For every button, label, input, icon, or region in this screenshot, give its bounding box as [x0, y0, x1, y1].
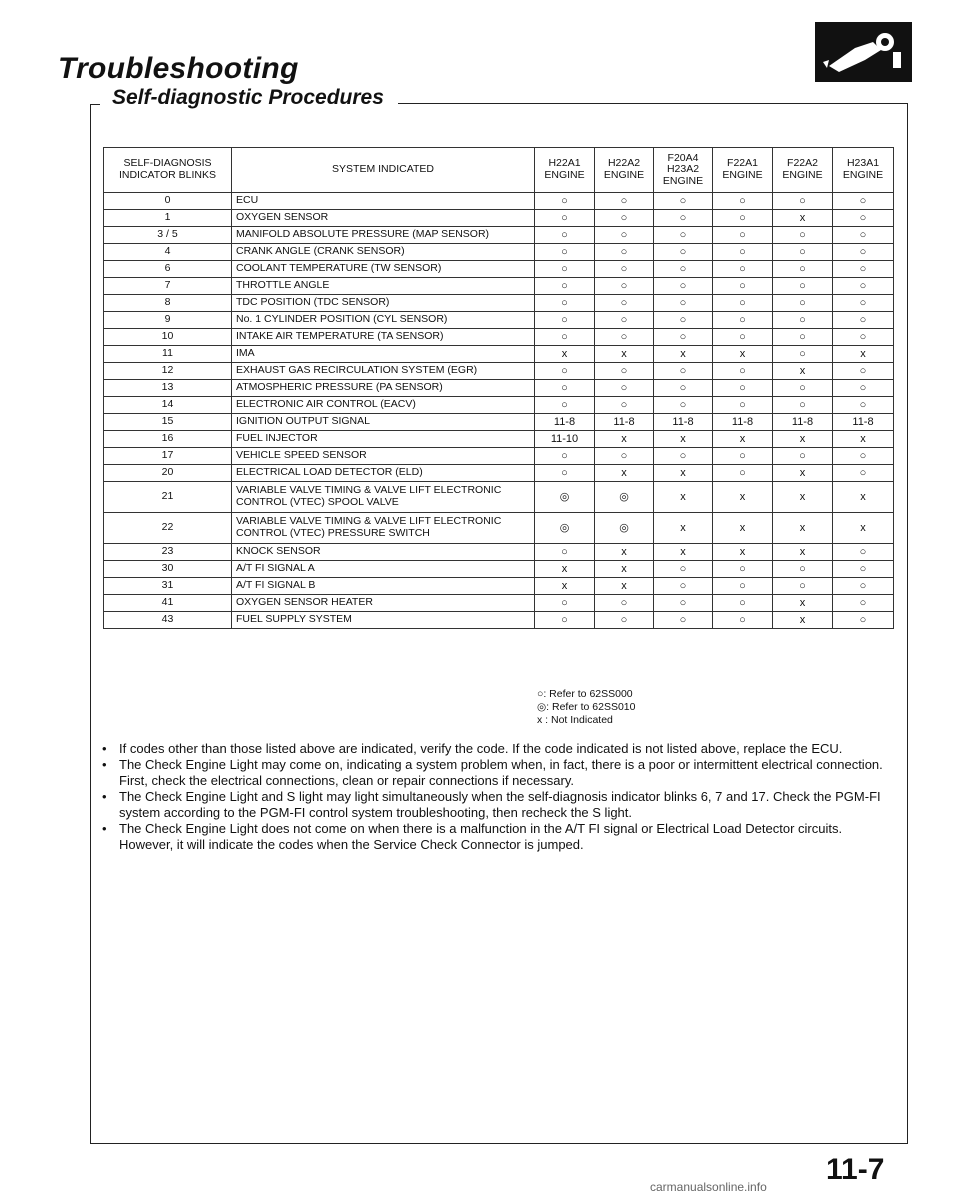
- column-header: F22A1 ENGINE: [713, 148, 773, 193]
- table-row: [104, 595, 894, 612]
- engine-mark-cell: 11-8: [654, 414, 713, 431]
- engine-mark-cell: 11-10: [535, 431, 595, 448]
- system-cell: ELECTRONIC AIR CONTROL (EACV): [232, 397, 535, 414]
- engine-mark-cell: ○: [595, 244, 654, 261]
- section-subtitle: Self-diagnostic Procedures: [112, 86, 384, 109]
- watermark: carmanualsonline.info: [650, 1180, 767, 1194]
- engine-mark-cell: ○: [713, 380, 773, 397]
- legend-item: x : Not Indicated: [537, 714, 613, 726]
- engine-mark-cell: ○: [654, 578, 713, 595]
- engine-mark-cell: ○: [535, 193, 595, 210]
- system-cell: FUEL SUPPLY SYSTEM: [232, 612, 535, 629]
- engine-mark-cell: ○: [595, 380, 654, 397]
- engine-mark-cell: ○: [595, 312, 654, 329]
- table-row: [104, 346, 894, 363]
- system-cell: VEHICLE SPEED SENSOR: [232, 448, 535, 465]
- engine-mark-cell: x: [713, 431, 773, 448]
- engine-mark-cell: x: [595, 561, 654, 578]
- engine-mark-cell: x: [713, 482, 773, 513]
- section-frame-right: [907, 103, 908, 1144]
- engine-mark-cell: x: [833, 431, 894, 448]
- engine-mark-cell: ○: [535, 227, 595, 244]
- table-row: [104, 561, 894, 578]
- blink-code-cell: 9: [104, 312, 232, 329]
- engine-mark-cell: x: [535, 561, 595, 578]
- note-text: If codes other than those listed above are indicated, verify the code. If the code indicated is not listed above, replace the ECU.: [119, 741, 843, 756]
- engine-mark-cell: ○: [595, 612, 654, 629]
- engine-mark-cell: ○: [773, 448, 833, 465]
- table-row: [104, 193, 894, 210]
- system-cell: EXHAUST GAS RECIRCULATION SYSTEM (EGR): [232, 363, 535, 380]
- engine-mark-cell: ○: [833, 578, 894, 595]
- engine-mark-cell: x: [595, 578, 654, 595]
- system-cell: FUEL INJECTOR: [232, 431, 535, 448]
- engine-mark-cell: ○: [773, 561, 833, 578]
- section-frame-top: [398, 103, 908, 104]
- blink-code-cell: 12: [104, 363, 232, 380]
- table-header-row: [104, 148, 894, 193]
- engine-mark-cell: ○: [833, 448, 894, 465]
- blink-code-cell: 1: [104, 210, 232, 227]
- engine-mark-cell: ○: [654, 244, 713, 261]
- system-cell: KNOCK SENSOR: [232, 544, 535, 561]
- blink-code-cell: 17: [104, 448, 232, 465]
- engine-mark-cell: ○: [773, 397, 833, 414]
- engine-mark-cell: ○: [713, 595, 773, 612]
- engine-mark-cell: ○: [654, 595, 713, 612]
- engine-mark-cell: x: [773, 431, 833, 448]
- system-cell: INTAKE AIR TEMPERATURE (TA SENSOR): [232, 329, 535, 346]
- system-cell: ECU: [232, 193, 535, 210]
- blink-code-cell: 30: [104, 561, 232, 578]
- engine-mark-cell: ○: [773, 261, 833, 278]
- engine-mark-cell: ○: [773, 346, 833, 363]
- engine-mark-cell: ○: [595, 448, 654, 465]
- table-row: [104, 513, 894, 544]
- engine-mark-cell: x: [595, 346, 654, 363]
- engine-mark-cell: ○: [773, 578, 833, 595]
- system-cell: IGNITION OUTPUT SIGNAL: [232, 414, 535, 431]
- column-header: H22A1 ENGINE: [535, 148, 595, 193]
- system-cell: OXYGEN SENSOR: [232, 210, 535, 227]
- system-cell: ATMOSPHERIC PRESSURE (PA SENSOR): [232, 380, 535, 397]
- engine-mark-cell: ○: [535, 397, 595, 414]
- engine-mark-cell: ○: [654, 380, 713, 397]
- engine-mark-cell: ○: [535, 544, 595, 561]
- blink-code-cell: 20: [104, 465, 232, 482]
- engine-mark-cell: ○: [713, 227, 773, 244]
- engine-mark-cell: ○: [833, 193, 894, 210]
- engine-mark-cell: x: [535, 346, 595, 363]
- blink-code-cell: 7: [104, 278, 232, 295]
- engine-mark-cell: ○: [713, 397, 773, 414]
- engine-mark-cell: ○: [595, 210, 654, 227]
- engine-mark-cell: ○: [654, 448, 713, 465]
- engine-mark-cell: ○: [713, 578, 773, 595]
- engine-mark-cell: ○: [713, 244, 773, 261]
- engine-mark-cell: ○: [654, 363, 713, 380]
- engine-mark-cell: ○: [535, 612, 595, 629]
- engine-mark-cell: x: [535, 578, 595, 595]
- notes-list: [102, 741, 892, 853]
- engine-mark-cell: ◎: [535, 482, 595, 513]
- table-row: [104, 612, 894, 629]
- column-header: F20A4 H23A2 ENGINE: [654, 148, 713, 193]
- engine-mark-cell: ○: [535, 244, 595, 261]
- engine-mark-cell: ○: [713, 261, 773, 278]
- engine-mark-cell: ◎: [595, 513, 654, 544]
- blink-code-cell: 43: [104, 612, 232, 629]
- legend-item: ○: Refer to 62SS000: [537, 688, 633, 700]
- blink-code-cell: 3 / 5: [104, 227, 232, 244]
- system-cell: COOLANT TEMPERATURE (TW SENSOR): [232, 261, 535, 278]
- engine-mark-cell: ○: [535, 278, 595, 295]
- engine-mark-cell: x: [713, 544, 773, 561]
- engine-mark-cell: ○: [833, 397, 894, 414]
- blink-code-cell: 21: [104, 482, 232, 513]
- bullet-icon: •: [102, 821, 107, 836]
- section-frame-tick: [90, 104, 100, 105]
- engine-mark-cell: ○: [595, 261, 654, 278]
- engine-mark-cell: x: [773, 465, 833, 482]
- table-row: [104, 448, 894, 465]
- engine-mark-cell: ○: [773, 227, 833, 244]
- legend-item: ◎: Refer to 62SS010: [537, 701, 636, 713]
- engine-mark-cell: ○: [535, 363, 595, 380]
- engine-mark-cell: ○: [773, 193, 833, 210]
- engine-mark-cell: x: [654, 482, 713, 513]
- table-legend: [537, 688, 635, 727]
- engine-mark-cell: x: [595, 544, 654, 561]
- blink-code-cell: 4: [104, 244, 232, 261]
- note-item: [102, 741, 892, 757]
- table-row: [104, 578, 894, 595]
- table-row: [104, 278, 894, 295]
- engine-mark-cell: ○: [595, 595, 654, 612]
- column-header: SELF-DIAGNOSIS INDICATOR BLINKS: [104, 148, 232, 193]
- engine-mark-cell: x: [773, 595, 833, 612]
- engine-mark-cell: ○: [833, 261, 894, 278]
- table-row: [104, 329, 894, 346]
- system-cell: TDC POSITION (TDC SENSOR): [232, 295, 535, 312]
- engine-mark-cell: ○: [773, 278, 833, 295]
- table-row: [104, 210, 894, 227]
- bullet-icon: •: [102, 789, 107, 804]
- engine-mark-cell: 11-8: [773, 414, 833, 431]
- engine-mark-cell: x: [773, 544, 833, 561]
- column-header: H23A1 ENGINE: [833, 148, 894, 193]
- engine-mark-cell: x: [773, 482, 833, 513]
- table-row: [104, 431, 894, 448]
- section-logo: [815, 22, 912, 82]
- engine-mark-cell: ○: [833, 210, 894, 227]
- engine-mark-cell: x: [833, 482, 894, 513]
- table-row: [104, 414, 894, 431]
- bullet-icon: •: [102, 741, 107, 756]
- system-cell: No. 1 CYLINDER POSITION (CYL SENSOR): [232, 312, 535, 329]
- engine-mark-cell: ○: [595, 397, 654, 414]
- table-row: [104, 482, 894, 513]
- system-cell: THROTTLE ANGLE: [232, 278, 535, 295]
- note-item: [102, 821, 892, 853]
- table-row: [104, 261, 894, 278]
- engine-mark-cell: ○: [595, 363, 654, 380]
- system-cell: A/T FI SIGNAL A: [232, 561, 535, 578]
- engine-mark-cell: x: [773, 612, 833, 629]
- engine-mark-cell: ○: [833, 363, 894, 380]
- blink-code-cell: 13: [104, 380, 232, 397]
- engine-mark-cell: x: [595, 431, 654, 448]
- note-item: [102, 789, 892, 821]
- engine-mark-cell: ○: [654, 561, 713, 578]
- engine-mark-cell: ○: [773, 312, 833, 329]
- engine-mark-cell: ○: [833, 278, 894, 295]
- engine-mark-cell: ○: [654, 295, 713, 312]
- engine-mark-cell: x: [713, 513, 773, 544]
- system-cell: IMA: [232, 346, 535, 363]
- engine-mark-cell: ○: [833, 561, 894, 578]
- system-cell: VARIABLE VALVE TIMING & VALVE LIFT ELECTRONIC CONTROL (VTEC) PRESSURE SWITCH: [232, 513, 535, 544]
- engine-mark-cell: ○: [595, 193, 654, 210]
- engine-mark-cell: ○: [535, 380, 595, 397]
- engine-mark-cell: ○: [833, 465, 894, 482]
- engine-mark-cell: ○: [833, 312, 894, 329]
- engine-mark-cell: ○: [713, 363, 773, 380]
- column-header: H22A2 ENGINE: [595, 148, 654, 193]
- section-frame-left: [90, 104, 91, 1144]
- engine-mark-cell: ○: [713, 612, 773, 629]
- table-row: [104, 465, 894, 482]
- engine-mark-cell: 11-8: [595, 414, 654, 431]
- table-row: [104, 244, 894, 261]
- table-row: [104, 544, 894, 561]
- engine-mark-cell: ○: [535, 261, 595, 278]
- system-cell: OXYGEN SENSOR HEATER: [232, 595, 535, 612]
- table-row: [104, 363, 894, 380]
- engine-mark-cell: x: [773, 513, 833, 544]
- table-row: [104, 295, 894, 312]
- engine-mark-cell: ○: [654, 210, 713, 227]
- engine-mark-cell: x: [595, 465, 654, 482]
- blink-code-cell: 31: [104, 578, 232, 595]
- note-item: [102, 757, 892, 789]
- engine-mark-cell: x: [654, 346, 713, 363]
- engine-mark-cell: ○: [713, 329, 773, 346]
- blink-code-cell: 14: [104, 397, 232, 414]
- page-title: Troubleshooting: [58, 52, 299, 85]
- engine-mark-cell: ○: [833, 595, 894, 612]
- engine-mark-cell: ○: [833, 227, 894, 244]
- engine-mark-cell: ○: [654, 227, 713, 244]
- engine-mark-cell: ○: [654, 278, 713, 295]
- engine-mark-cell: ○: [595, 295, 654, 312]
- engine-mark-cell: ○: [773, 244, 833, 261]
- engine-mark-cell: ○: [535, 295, 595, 312]
- engine-mark-cell: ○: [833, 329, 894, 346]
- blink-code-cell: 23: [104, 544, 232, 561]
- page-number: 11-7: [826, 1153, 885, 1186]
- engine-mark-cell: x: [833, 346, 894, 363]
- engine-mark-cell: ○: [535, 448, 595, 465]
- section-frame-bottom: [90, 1143, 908, 1144]
- engine-mark-cell: ○: [713, 561, 773, 578]
- engine-mark-cell: x: [773, 210, 833, 227]
- bullet-icon: •: [102, 757, 107, 772]
- engine-mark-cell: ○: [833, 612, 894, 629]
- engine-mark-cell: ○: [713, 193, 773, 210]
- blink-code-cell: 11: [104, 346, 232, 363]
- engine-mark-cell: ○: [535, 595, 595, 612]
- engine-mark-cell: ○: [833, 295, 894, 312]
- engine-mark-cell: ○: [713, 448, 773, 465]
- engine-mark-cell: ○: [535, 329, 595, 346]
- engine-mark-cell: ○: [595, 329, 654, 346]
- engine-mark-cell: x: [654, 431, 713, 448]
- column-header: F22A2 ENGINE: [773, 148, 833, 193]
- engine-mark-cell: ○: [833, 380, 894, 397]
- engine-mark-cell: ○: [833, 544, 894, 561]
- engine-mark-cell: ○: [654, 312, 713, 329]
- table-row: [104, 397, 894, 414]
- table-row: [104, 312, 894, 329]
- engine-mark-cell: ○: [654, 329, 713, 346]
- engine-tool-icon: [815, 22, 912, 82]
- engine-mark-cell: ○: [833, 244, 894, 261]
- engine-mark-cell: ○: [773, 380, 833, 397]
- system-cell: ELECTRICAL LOAD DETECTOR (ELD): [232, 465, 535, 482]
- system-cell: CRANK ANGLE (CRANK SENSOR): [232, 244, 535, 261]
- engine-mark-cell: ○: [713, 465, 773, 482]
- diagnosis-table: [103, 147, 894, 629]
- engine-mark-cell: x: [773, 363, 833, 380]
- blink-code-cell: 10: [104, 329, 232, 346]
- engine-mark-cell: ○: [713, 295, 773, 312]
- engine-mark-cell: x: [713, 346, 773, 363]
- engine-mark-cell: ○: [595, 278, 654, 295]
- engine-mark-cell: ○: [773, 295, 833, 312]
- engine-mark-cell: ○: [713, 278, 773, 295]
- engine-mark-cell: x: [654, 513, 713, 544]
- blink-code-cell: 0: [104, 193, 232, 210]
- engine-mark-cell: x: [654, 465, 713, 482]
- engine-mark-cell: x: [654, 544, 713, 561]
- system-cell: VARIABLE VALVE TIMING & VALVE LIFT ELECTRONIC CONTROL (VTEC) SPOOL VALVE: [232, 482, 535, 513]
- engine-mark-cell: ○: [713, 210, 773, 227]
- system-cell: MANIFOLD ABSOLUTE PRESSURE (MAP SENSOR): [232, 227, 535, 244]
- engine-mark-cell: ○: [773, 329, 833, 346]
- engine-mark-cell: 11-8: [713, 414, 773, 431]
- engine-mark-cell: 11-8: [535, 414, 595, 431]
- blink-code-cell: 22: [104, 513, 232, 544]
- engine-mark-cell: ○: [535, 210, 595, 227]
- blink-code-cell: 6: [104, 261, 232, 278]
- engine-mark-cell: ○: [654, 261, 713, 278]
- engine-mark-cell: ○: [535, 465, 595, 482]
- engine-mark-cell: ◎: [535, 513, 595, 544]
- blink-code-cell: 8: [104, 295, 232, 312]
- note-text: The Check Engine Light does not come on when there is a malfunction in the A/T FI signal or Electrical Load Detector circuits. However, it will indicate the codes when the Service Check Connector is jumped.: [119, 821, 843, 852]
- engine-mark-cell: 11-8: [833, 414, 894, 431]
- engine-mark-cell: ○: [654, 397, 713, 414]
- blink-code-cell: 41: [104, 595, 232, 612]
- blink-code-cell: 16: [104, 431, 232, 448]
- blink-code-cell: 15: [104, 414, 232, 431]
- table-row: [104, 380, 894, 397]
- table-row: [104, 227, 894, 244]
- column-header: SYSTEM INDICATED: [232, 148, 535, 193]
- engine-mark-cell: x: [833, 513, 894, 544]
- engine-mark-cell: ◎: [595, 482, 654, 513]
- engine-mark-cell: ○: [535, 312, 595, 329]
- engine-mark-cell: ○: [713, 312, 773, 329]
- system-cell: A/T FI SIGNAL B: [232, 578, 535, 595]
- engine-mark-cell: ○: [654, 612, 713, 629]
- note-text: The Check Engine Light and S light may light simultaneously when the self-diagnosis indicator blinks 6, 7 and 17. Check the PGM-FI system according to the PGM-FI control system troubleshooting, then recheck the S light.: [119, 789, 881, 820]
- engine-mark-cell: ○: [595, 227, 654, 244]
- note-text: The Check Engine Light may come on, indicating a system problem when, in fact, there is a poor or intermittent electrical connection. First, check the electrical connections, clean or repair connections if necessary.: [119, 757, 883, 788]
- engine-mark-cell: ○: [654, 193, 713, 210]
